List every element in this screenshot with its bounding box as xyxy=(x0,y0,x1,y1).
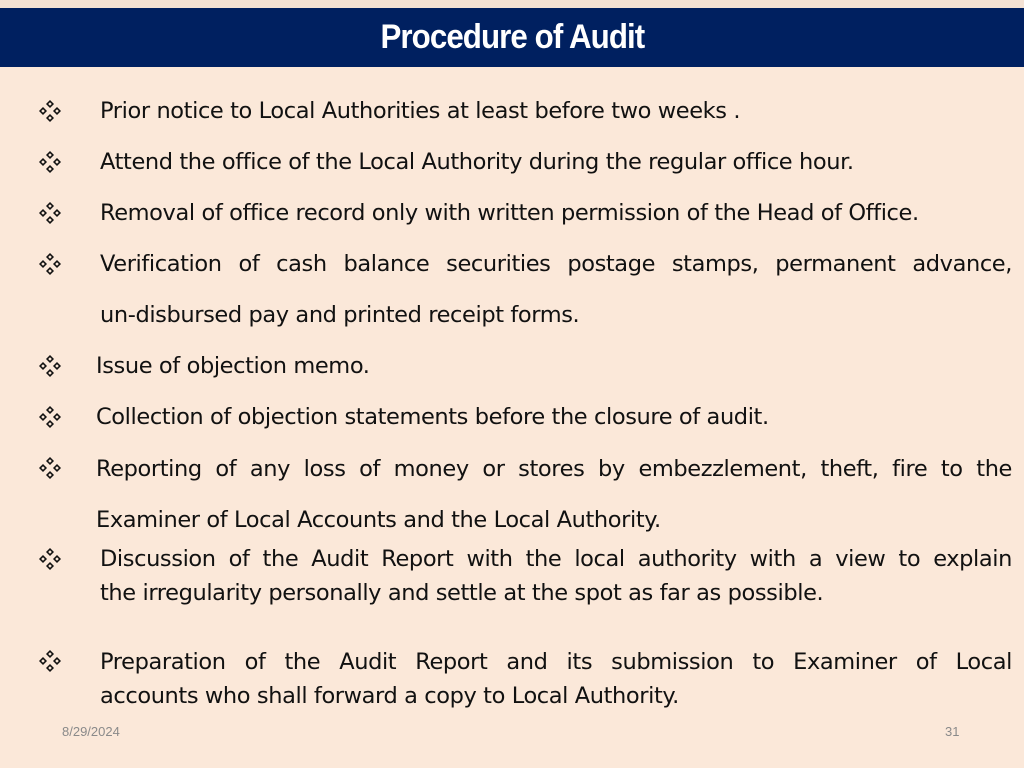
top-strip xyxy=(0,0,1024,8)
list-item-text: Reporting of any loss of money or stores by embezzlement, theft, fire to the xyxy=(96,456,1012,482)
list-item-text: Collection of objection statements before the closure of audit. xyxy=(96,404,769,430)
four-diamond-bullet-icon xyxy=(37,455,63,481)
list-item-text: Discussion of the Audit Report with the local authority with a view to explain xyxy=(100,546,1012,572)
list-item-text: Verification of cash balance securities postage stamps, permanent advance, xyxy=(100,251,1012,277)
four-diamond-bullet-icon xyxy=(37,648,63,674)
page-title: Procedure of Audit xyxy=(380,18,644,56)
footer-date: 8/29/2024 xyxy=(62,724,120,739)
list-item-text: accounts who shall forward a copy to Local Authority. xyxy=(100,683,679,709)
list-item-text: Preparation of the Audit Report and its submission to Examiner of Local xyxy=(100,649,1012,675)
four-diamond-bullet-icon xyxy=(37,98,63,124)
list-item-text: Removal of office record only with written permission of the Head of Office. xyxy=(100,200,919,226)
list-item-text: the irregularity personally and settle at the spot as far as possible. xyxy=(100,580,824,606)
four-diamond-bullet-icon xyxy=(37,353,63,379)
four-diamond-bullet-icon xyxy=(37,251,63,277)
list-item-text: Attend the office of the Local Authority during the regular office hour. xyxy=(100,149,854,175)
list-item-text: Examiner of Local Accounts and the Local Authority. xyxy=(96,507,661,533)
list-item-text: Prior notice to Local Authorities at least before two weeks . xyxy=(100,98,741,124)
four-diamond-bullet-icon xyxy=(37,546,63,572)
four-diamond-bullet-icon xyxy=(37,404,63,430)
list-item-text: Issue of objection memo. xyxy=(96,353,370,379)
four-diamond-bullet-icon xyxy=(37,149,63,175)
footer-page-number: 31 xyxy=(945,724,960,739)
title-bar xyxy=(0,8,1024,67)
four-diamond-bullet-icon xyxy=(37,200,63,226)
list-item-text: un-disbursed pay and printed receipt forms. xyxy=(100,302,580,328)
